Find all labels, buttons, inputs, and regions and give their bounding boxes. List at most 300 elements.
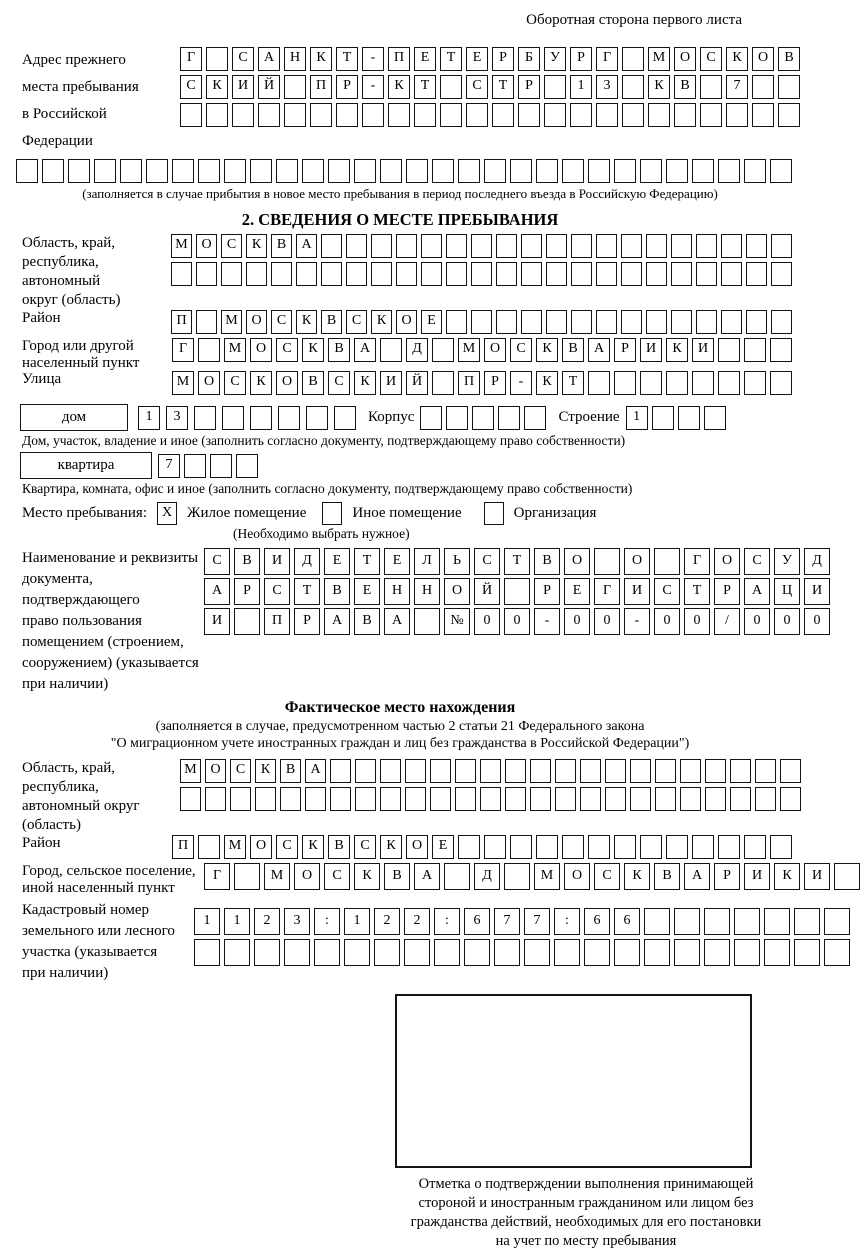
char-cell[interactable]: [640, 835, 662, 859]
char-cell[interactable]: [221, 262, 242, 286]
char-cell[interactable]: [571, 234, 592, 258]
char-cell[interactable]: [771, 234, 792, 258]
char-cell[interactable]: [194, 406, 216, 430]
stay-type-checkbox-other[interactable]: [322, 502, 342, 525]
char-cell[interactable]: [484, 835, 506, 859]
char-cell[interactable]: [510, 835, 532, 859]
char-cell[interactable]: В: [302, 371, 324, 395]
char-cell[interactable]: [430, 759, 451, 783]
char-cell[interactable]: О: [484, 338, 506, 362]
char-cell[interactable]: [471, 262, 492, 286]
char-cell[interactable]: Е: [324, 548, 350, 575]
char-cell[interactable]: А: [305, 759, 326, 783]
char-cell[interactable]: :: [554, 908, 580, 935]
char-cell[interactable]: [571, 262, 592, 286]
char-cell[interactable]: Р: [614, 338, 636, 362]
char-cell[interactable]: [446, 262, 467, 286]
char-cell[interactable]: [794, 939, 820, 966]
char-cell[interactable]: П: [310, 75, 332, 99]
char-cell[interactable]: К: [536, 371, 558, 395]
char-cell[interactable]: Г: [596, 47, 618, 71]
char-cell[interactable]: 7: [494, 908, 520, 935]
char-cell[interactable]: №: [444, 608, 470, 635]
char-cell[interactable]: [744, 835, 766, 859]
char-cell[interactable]: [824, 908, 850, 935]
char-cell[interactable]: /: [714, 608, 740, 635]
street-row[interactable]: [172, 371, 792, 395]
char-cell[interactable]: [530, 759, 551, 783]
char-cell[interactable]: [544, 75, 566, 99]
char-cell[interactable]: [232, 103, 254, 127]
char-cell[interactable]: [671, 262, 692, 286]
char-cell[interactable]: [721, 234, 742, 258]
actual-region-row-2[interactable]: [180, 787, 801, 811]
char-cell[interactable]: М: [648, 47, 670, 71]
char-cell[interactable]: Р: [336, 75, 358, 99]
char-cell[interactable]: Н: [384, 578, 410, 605]
char-cell[interactable]: [718, 338, 740, 362]
apartment-cells[interactable]: [158, 454, 258, 478]
char-cell[interactable]: [432, 159, 454, 183]
char-cell[interactable]: 1: [344, 908, 370, 935]
char-cell[interactable]: [371, 262, 392, 286]
char-cell[interactable]: 6: [614, 908, 640, 935]
char-cell[interactable]: 0: [744, 608, 770, 635]
char-cell[interactable]: [778, 103, 800, 127]
char-cell[interactable]: [455, 787, 476, 811]
char-cell[interactable]: Й: [258, 75, 280, 99]
char-cell[interactable]: [530, 787, 551, 811]
char-cell[interactable]: [196, 310, 217, 334]
char-cell[interactable]: В: [321, 310, 342, 334]
char-cell[interactable]: [718, 371, 740, 395]
char-cell[interactable]: М: [221, 310, 242, 334]
char-cell[interactable]: А: [296, 234, 317, 258]
char-cell[interactable]: [771, 262, 792, 286]
char-cell[interactable]: В: [324, 578, 350, 605]
char-cell[interactable]: [180, 103, 202, 127]
char-cell[interactable]: [596, 103, 618, 127]
char-cell[interactable]: Е: [384, 548, 410, 575]
char-cell[interactable]: [194, 939, 220, 966]
char-cell[interactable]: Д: [406, 338, 428, 362]
char-cell[interactable]: 7: [726, 75, 748, 99]
char-cell[interactable]: И: [624, 578, 650, 605]
char-cell[interactable]: В: [778, 47, 800, 71]
char-cell[interactable]: [198, 835, 220, 859]
char-cell[interactable]: [230, 787, 251, 811]
char-cell[interactable]: [644, 939, 670, 966]
char-cell[interactable]: 6: [584, 908, 610, 935]
char-cell[interactable]: [521, 234, 542, 258]
char-cell[interactable]: 0: [804, 608, 830, 635]
char-cell[interactable]: [255, 787, 276, 811]
char-cell[interactable]: О: [444, 578, 470, 605]
char-cell[interactable]: [648, 103, 670, 127]
char-cell[interactable]: [330, 759, 351, 783]
char-cell[interactable]: Г: [204, 863, 230, 890]
char-cell[interactable]: [671, 310, 692, 334]
char-cell[interactable]: [555, 787, 576, 811]
char-cell[interactable]: [646, 310, 667, 334]
prev-address-row-3[interactable]: [180, 103, 800, 127]
char-cell[interactable]: [421, 262, 442, 286]
char-cell[interactable]: С: [180, 75, 202, 99]
char-cell[interactable]: -: [534, 608, 560, 635]
char-cell[interactable]: [446, 310, 467, 334]
char-cell[interactable]: 3: [166, 406, 188, 430]
char-cell[interactable]: И: [380, 371, 402, 395]
char-cell[interactable]: [328, 159, 350, 183]
char-cell[interactable]: [278, 406, 300, 430]
char-cell[interactable]: К: [388, 75, 410, 99]
char-cell[interactable]: И: [204, 608, 230, 635]
stay-type-checkbox-residential[interactable]: X: [157, 502, 177, 525]
char-cell[interactable]: [305, 787, 326, 811]
korpus-cells[interactable]: [420, 406, 546, 430]
char-cell[interactable]: И: [744, 863, 770, 890]
char-cell[interactable]: [621, 262, 642, 286]
char-cell[interactable]: О: [250, 338, 272, 362]
char-cell[interactable]: [480, 787, 501, 811]
char-cell[interactable]: О: [564, 863, 590, 890]
char-cell[interactable]: :: [314, 908, 340, 935]
char-cell[interactable]: О: [714, 548, 740, 575]
char-cell[interactable]: [432, 338, 454, 362]
char-cell[interactable]: [718, 159, 740, 183]
char-cell[interactable]: В: [328, 338, 350, 362]
char-cell[interactable]: [330, 787, 351, 811]
char-cell[interactable]: Р: [570, 47, 592, 71]
char-cell[interactable]: [700, 75, 722, 99]
char-cell[interactable]: [346, 234, 367, 258]
char-cell[interactable]: Т: [354, 548, 380, 575]
char-cell[interactable]: [666, 835, 688, 859]
actual-region-row-1[interactable]: [180, 759, 801, 783]
char-cell[interactable]: [764, 939, 790, 966]
char-cell[interactable]: [446, 234, 467, 258]
char-cell[interactable]: 1: [224, 908, 250, 935]
document-row-1[interactable]: [204, 548, 830, 575]
char-cell[interactable]: [674, 939, 700, 966]
char-cell[interactable]: [234, 863, 260, 890]
char-cell[interactable]: [734, 908, 760, 935]
char-cell[interactable]: [746, 310, 767, 334]
char-cell[interactable]: [718, 835, 740, 859]
char-cell[interactable]: [334, 406, 356, 430]
char-cell[interactable]: [524, 406, 546, 430]
char-cell[interactable]: 7: [158, 454, 180, 478]
char-cell[interactable]: О: [396, 310, 417, 334]
char-cell[interactable]: 7: [524, 908, 550, 935]
char-cell[interactable]: О: [250, 835, 272, 859]
char-cell[interactable]: [544, 103, 566, 127]
char-cell[interactable]: А: [414, 863, 440, 890]
char-cell[interactable]: Г: [594, 578, 620, 605]
char-cell[interactable]: П: [388, 47, 410, 71]
char-cell[interactable]: [510, 159, 532, 183]
char-cell[interactable]: :: [434, 908, 460, 935]
char-cell[interactable]: С: [346, 310, 367, 334]
char-cell[interactable]: 0: [504, 608, 530, 635]
char-cell[interactable]: И: [640, 338, 662, 362]
char-cell[interactable]: А: [258, 47, 280, 71]
char-cell[interactable]: [705, 787, 726, 811]
char-cell[interactable]: [588, 159, 610, 183]
char-cell[interactable]: [68, 159, 90, 183]
stay-type-checkbox-organization[interactable]: [484, 502, 504, 525]
char-cell[interactable]: [396, 262, 417, 286]
cadastral-row-2[interactable]: [194, 939, 850, 966]
char-cell[interactable]: [496, 234, 517, 258]
char-cell[interactable]: К: [648, 75, 670, 99]
char-cell[interactable]: [504, 863, 530, 890]
char-cell[interactable]: [646, 234, 667, 258]
char-cell[interactable]: [518, 103, 540, 127]
char-cell[interactable]: О: [198, 371, 220, 395]
char-cell[interactable]: П: [172, 835, 194, 859]
char-cell[interactable]: [588, 371, 610, 395]
char-cell[interactable]: [546, 310, 567, 334]
char-cell[interactable]: [405, 759, 426, 783]
char-cell[interactable]: 1: [194, 908, 220, 935]
char-cell[interactable]: [705, 759, 726, 783]
char-cell[interactable]: [646, 262, 667, 286]
char-cell[interactable]: О: [674, 47, 696, 71]
char-cell[interactable]: [674, 908, 700, 935]
char-cell[interactable]: [780, 787, 801, 811]
char-cell[interactable]: С: [466, 75, 488, 99]
char-cell[interactable]: [674, 103, 696, 127]
char-cell[interactable]: У: [774, 548, 800, 575]
char-cell[interactable]: Т: [440, 47, 462, 71]
char-cell[interactable]: [744, 338, 766, 362]
char-cell[interactable]: Е: [414, 47, 436, 71]
city-row[interactable]: [172, 338, 792, 362]
char-cell[interactable]: В: [562, 338, 584, 362]
char-cell[interactable]: П: [264, 608, 290, 635]
char-cell[interactable]: [536, 159, 558, 183]
char-cell[interactable]: М: [458, 338, 480, 362]
char-cell[interactable]: Б: [518, 47, 540, 71]
char-cell[interactable]: В: [280, 759, 301, 783]
char-cell[interactable]: [680, 759, 701, 783]
char-cell[interactable]: [778, 75, 800, 99]
char-cell[interactable]: [172, 159, 194, 183]
char-cell[interactable]: С: [276, 835, 298, 859]
char-cell[interactable]: [704, 908, 730, 935]
char-cell[interactable]: [336, 103, 358, 127]
char-cell[interactable]: [224, 159, 246, 183]
char-cell[interactable]: [671, 234, 692, 258]
char-cell[interactable]: В: [234, 548, 260, 575]
char-cell[interactable]: [184, 454, 206, 478]
char-cell[interactable]: В: [271, 234, 292, 258]
char-cell[interactable]: [666, 371, 688, 395]
char-cell[interactable]: С: [271, 310, 292, 334]
char-cell[interactable]: [405, 787, 426, 811]
district-row[interactable]: [171, 310, 792, 334]
char-cell[interactable]: [464, 939, 490, 966]
char-cell[interactable]: 0: [564, 608, 590, 635]
char-cell[interactable]: Л: [414, 548, 440, 575]
char-cell[interactable]: О: [624, 548, 650, 575]
char-cell[interactable]: [752, 75, 774, 99]
char-cell[interactable]: [472, 406, 494, 430]
char-cell[interactable]: [655, 787, 676, 811]
char-cell[interactable]: И: [804, 863, 830, 890]
char-cell[interactable]: [562, 835, 584, 859]
prev-address-row-2[interactable]: [180, 75, 800, 99]
char-cell[interactable]: [432, 371, 454, 395]
char-cell[interactable]: Т: [336, 47, 358, 71]
char-cell[interactable]: [546, 234, 567, 258]
char-cell[interactable]: Й: [406, 371, 428, 395]
char-cell[interactable]: -: [510, 371, 532, 395]
char-cell[interactable]: [414, 103, 436, 127]
char-cell[interactable]: [770, 159, 792, 183]
char-cell[interactable]: [744, 371, 766, 395]
char-cell[interactable]: [480, 759, 501, 783]
document-row-3[interactable]: [204, 608, 830, 635]
char-cell[interactable]: [692, 835, 714, 859]
char-cell[interactable]: [630, 759, 651, 783]
char-cell[interactable]: [146, 159, 168, 183]
char-cell[interactable]: Ц: [774, 578, 800, 605]
char-cell[interactable]: [206, 103, 228, 127]
char-cell[interactable]: [404, 939, 430, 966]
char-cell[interactable]: [458, 835, 480, 859]
char-cell[interactable]: [746, 262, 767, 286]
char-cell[interactable]: [444, 863, 470, 890]
char-cell[interactable]: [236, 454, 258, 478]
char-cell[interactable]: [246, 262, 267, 286]
char-cell[interactable]: [306, 406, 328, 430]
char-cell[interactable]: [521, 262, 542, 286]
char-cell[interactable]: [622, 103, 644, 127]
actual-district-row[interactable]: [172, 835, 792, 859]
char-cell[interactable]: 6: [464, 908, 490, 935]
char-cell[interactable]: Т: [492, 75, 514, 99]
char-cell[interactable]: [588, 835, 610, 859]
char-cell[interactable]: [726, 103, 748, 127]
char-cell[interactable]: [466, 103, 488, 127]
char-cell[interactable]: 0: [654, 608, 680, 635]
char-cell[interactable]: [770, 338, 792, 362]
char-cell[interactable]: [644, 908, 670, 935]
char-cell[interactable]: [198, 159, 220, 183]
char-cell[interactable]: [621, 310, 642, 334]
char-cell[interactable]: С: [232, 47, 254, 71]
char-cell[interactable]: [321, 262, 342, 286]
char-cell[interactable]: 0: [474, 608, 500, 635]
char-cell[interactable]: Д: [804, 548, 830, 575]
char-cell[interactable]: С: [324, 863, 350, 890]
char-cell[interactable]: [614, 835, 636, 859]
region-row-2[interactable]: [171, 262, 792, 286]
char-cell[interactable]: Т: [562, 371, 584, 395]
char-cell[interactable]: О: [196, 234, 217, 258]
char-cell[interactable]: Н: [284, 47, 306, 71]
char-cell[interactable]: [704, 406, 726, 430]
char-cell[interactable]: Г: [180, 47, 202, 71]
char-cell[interactable]: [666, 159, 688, 183]
char-cell[interactable]: И: [264, 548, 290, 575]
char-cell[interactable]: [206, 47, 228, 71]
char-cell[interactable]: В: [354, 608, 380, 635]
char-cell[interactable]: [696, 262, 717, 286]
char-cell[interactable]: [505, 759, 526, 783]
char-cell[interactable]: [250, 406, 272, 430]
char-cell[interactable]: [744, 159, 766, 183]
char-cell[interactable]: [396, 234, 417, 258]
char-cell[interactable]: [546, 262, 567, 286]
stroenie-cells[interactable]: [626, 406, 726, 430]
char-cell[interactable]: [692, 159, 714, 183]
char-cell[interactable]: [496, 310, 517, 334]
char-cell[interactable]: [355, 787, 376, 811]
char-cell[interactable]: 0: [594, 608, 620, 635]
char-cell[interactable]: -: [362, 47, 384, 71]
char-cell[interactable]: С: [654, 578, 680, 605]
char-cell[interactable]: [380, 759, 401, 783]
char-cell[interactable]: [321, 234, 342, 258]
char-cell[interactable]: [605, 787, 626, 811]
char-cell[interactable]: [524, 939, 550, 966]
char-cell[interactable]: [344, 939, 370, 966]
char-cell[interactable]: М: [224, 338, 246, 362]
char-cell[interactable]: [276, 159, 298, 183]
char-cell[interactable]: [471, 310, 492, 334]
char-cell[interactable]: [770, 371, 792, 395]
char-cell[interactable]: [614, 939, 640, 966]
char-cell[interactable]: [380, 787, 401, 811]
char-cell[interactable]: [296, 262, 317, 286]
char-cell[interactable]: [484, 159, 506, 183]
char-cell[interactable]: [42, 159, 64, 183]
char-cell[interactable]: К: [255, 759, 276, 783]
char-cell[interactable]: [406, 159, 428, 183]
char-cell[interactable]: [752, 103, 774, 127]
char-cell[interactable]: К: [310, 47, 332, 71]
char-cell[interactable]: С: [230, 759, 251, 783]
char-cell[interactable]: Е: [466, 47, 488, 71]
char-cell[interactable]: [730, 759, 751, 783]
char-cell[interactable]: [430, 787, 451, 811]
char-cell[interactable]: [196, 262, 217, 286]
char-cell[interactable]: 0: [774, 608, 800, 635]
char-cell[interactable]: В: [384, 863, 410, 890]
char-cell[interactable]: [680, 787, 701, 811]
char-cell[interactable]: Г: [172, 338, 194, 362]
char-cell[interactable]: -: [362, 75, 384, 99]
char-cell[interactable]: С: [328, 371, 350, 395]
char-cell[interactable]: Е: [432, 835, 454, 859]
char-cell[interactable]: [284, 75, 306, 99]
char-cell[interactable]: Р: [518, 75, 540, 99]
char-cell[interactable]: В: [534, 548, 560, 575]
char-cell[interactable]: Т: [684, 578, 710, 605]
char-cell[interactable]: [594, 548, 620, 575]
char-cell[interactable]: М: [172, 371, 194, 395]
char-cell[interactable]: [780, 759, 801, 783]
char-cell[interactable]: М: [264, 863, 290, 890]
char-cell[interactable]: [505, 787, 526, 811]
char-cell[interactable]: [555, 759, 576, 783]
char-cell[interactable]: К: [206, 75, 228, 99]
char-cell[interactable]: [640, 159, 662, 183]
char-cell[interactable]: [596, 310, 617, 334]
